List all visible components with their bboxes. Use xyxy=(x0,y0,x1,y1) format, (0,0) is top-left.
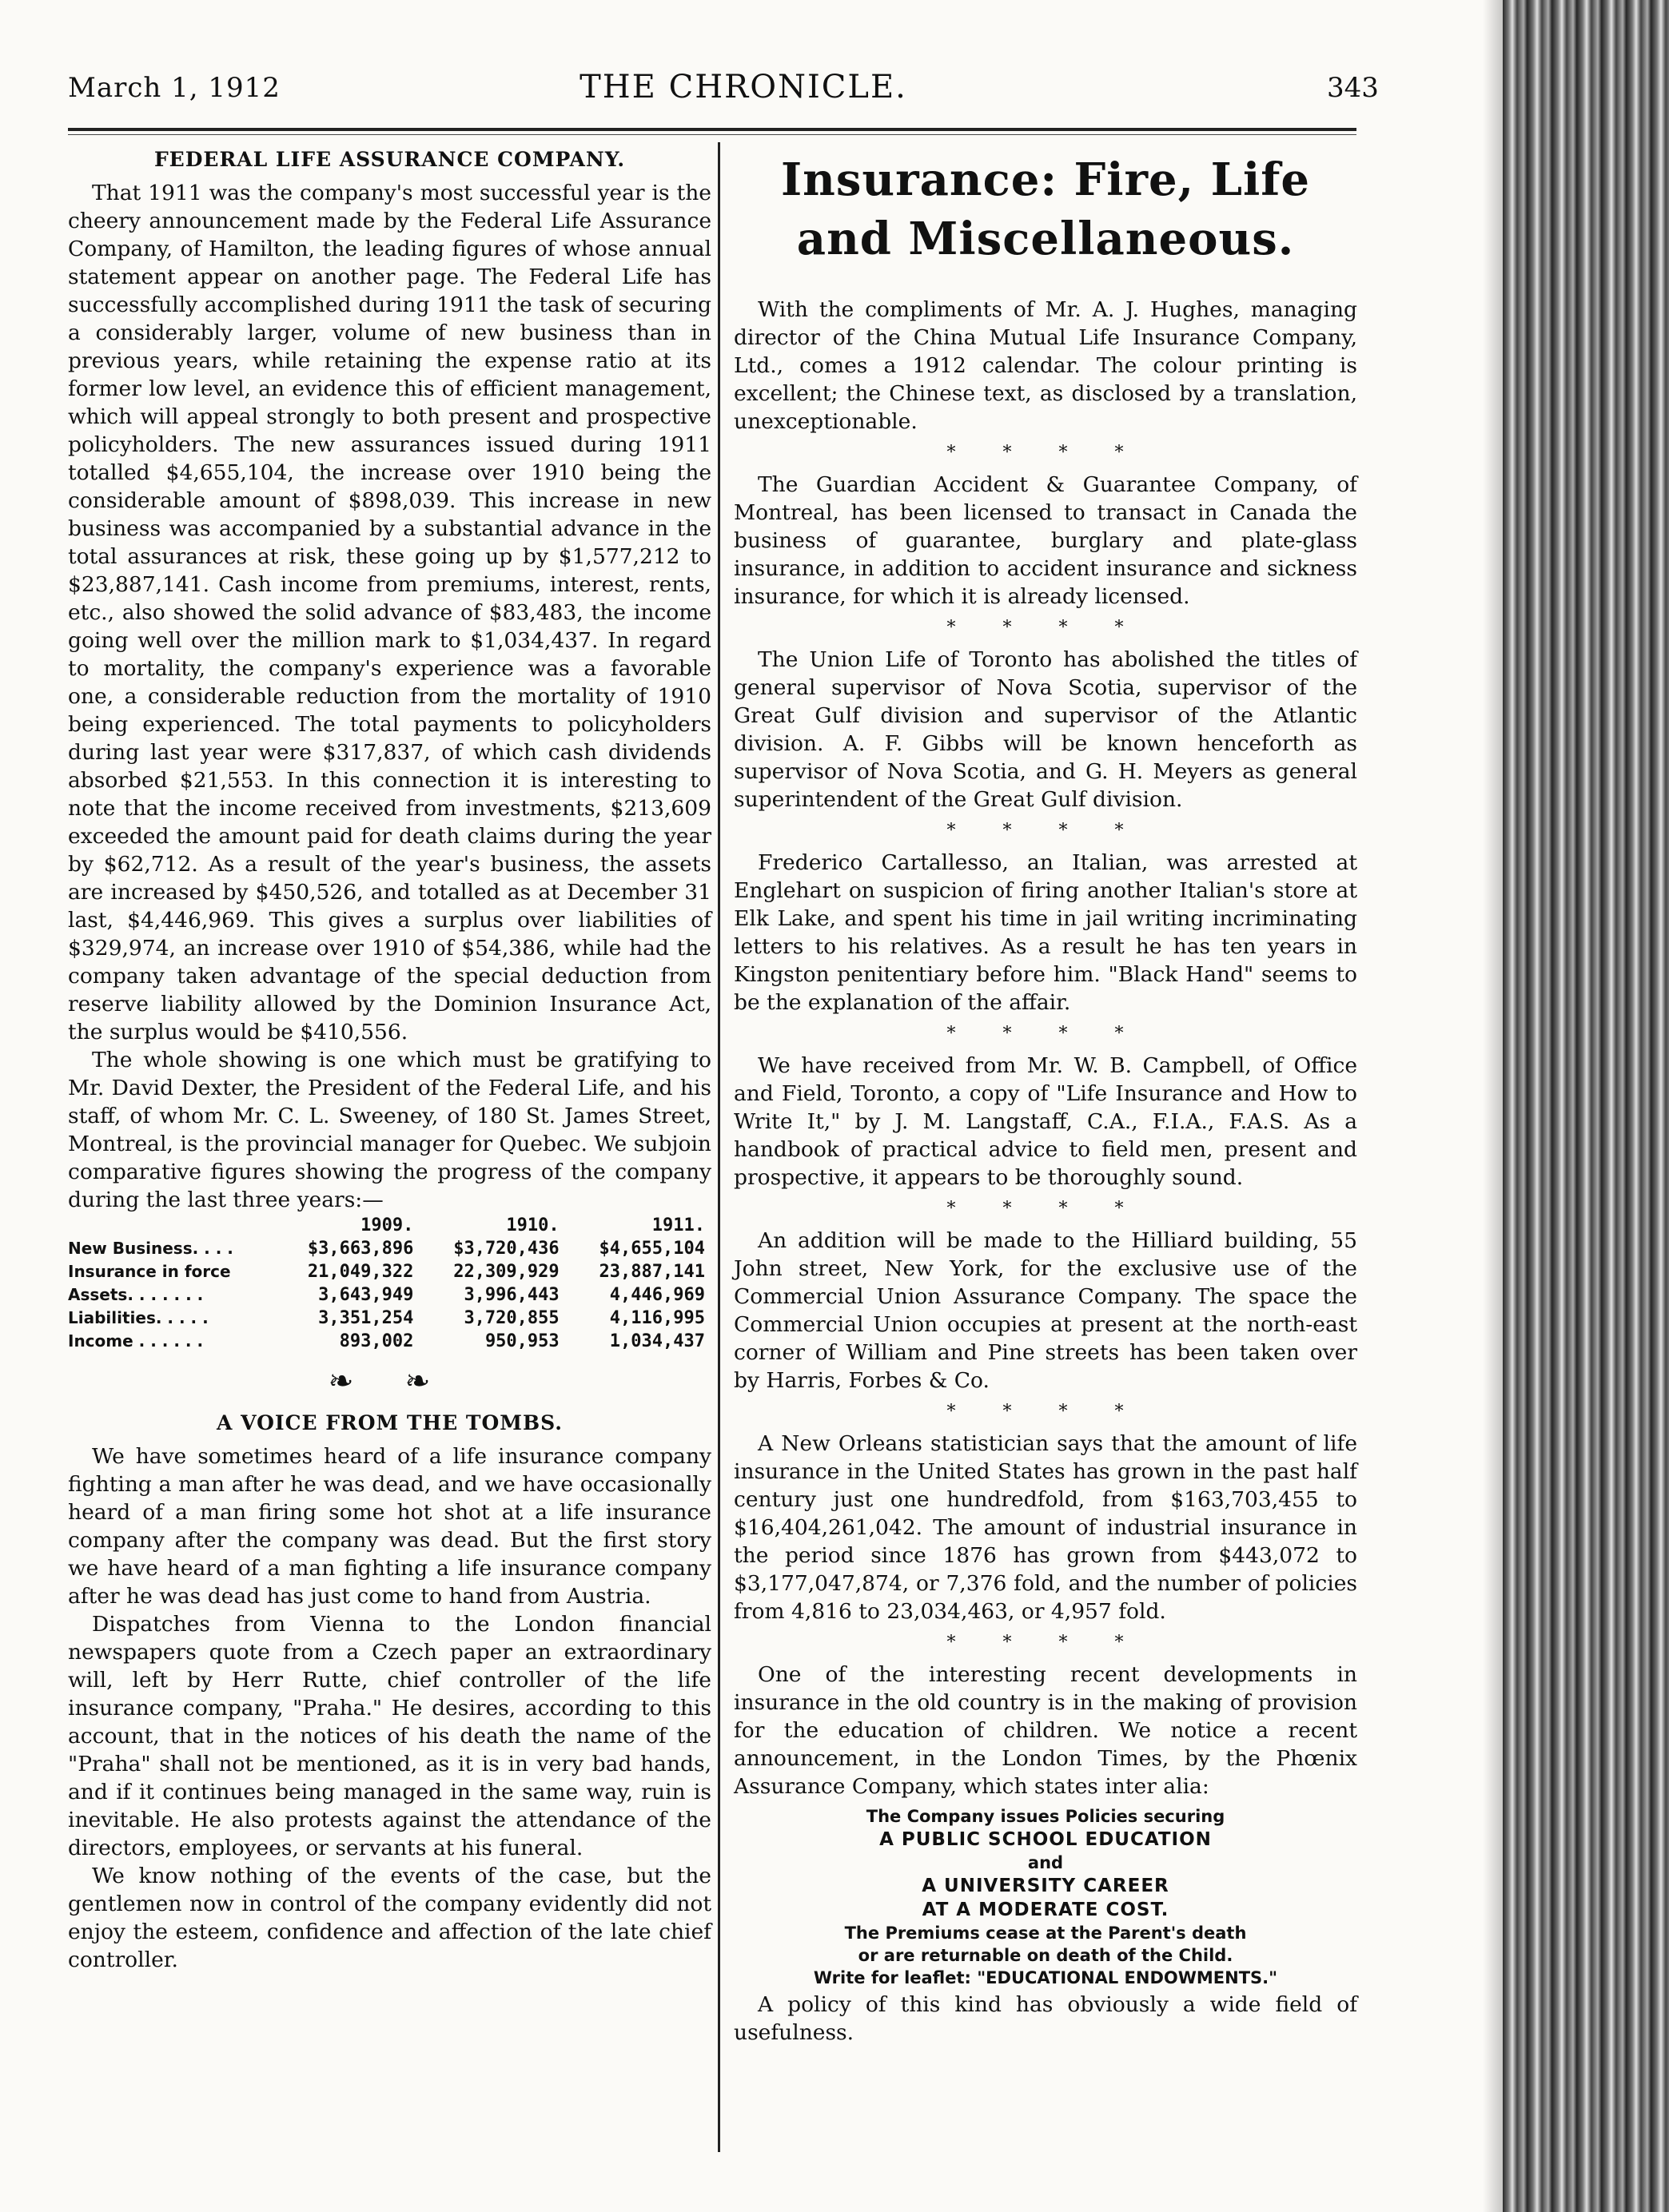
notice-line: and xyxy=(1027,1853,1064,1872)
news-item-china-mutual: With the compliments of Mr. A. J. Hughes, managing director of the China Mutual Life Insurance Company, Ltd., comes a 1912 calendar. The colour printing is excellent; the Chinese text, as disclosed by a translation, unexceptionable. xyxy=(734,297,1357,434)
left-column xyxy=(68,145,711,1974)
news-item-hilliard-building: An addition will be made to the Hilliard building, 55 John street, New York, for the exclusive use of the Commercial Union Assurance Company. The space the Commercial Union occupies at present at the north-east corner of William and Pine streets has been taken over by Harris, Forbes & Co. xyxy=(734,1228,1357,1393)
header-date: March 1, 1912 xyxy=(68,72,281,104)
voice-from-tombs-heading: A VOICE FROM THE TOMBS. xyxy=(217,1411,563,1434)
table-cell: 893,002 xyxy=(339,1331,414,1351)
separator-stars: * * * * xyxy=(946,1024,1145,1044)
table-cell: 4,446,969 xyxy=(609,1285,705,1305)
table-row xyxy=(68,1260,711,1283)
book-binding-edge xyxy=(1503,0,1669,2212)
separator-stars: * * * * xyxy=(946,618,1145,638)
table-cell: $4,655,104 xyxy=(599,1239,705,1259)
notice-line: The Premiums cease at the Parent's death xyxy=(844,1924,1247,1943)
table-cell: 21,049,322 xyxy=(307,1262,414,1282)
news-item-campbell: We have received from Mr. W. B. Campbell, of Office and Field, Toronto, a copy of "Life Insurance and How to Write It," by J. M. Langstaff, C.A., F.I.A., F.A.S. As a handbook of practical advice to field men, present and prospective, it appears to be thoroughly sound. xyxy=(734,1053,1357,1190)
table-cell: 4,116,995 xyxy=(609,1308,705,1328)
header-rule-thin xyxy=(68,134,1356,135)
notice-line: AT A MODERATE COST. xyxy=(922,1900,1169,1920)
table-row xyxy=(68,1330,711,1353)
news-item-usefulness: A policy of this kind has obviously a wide field of usefulness. xyxy=(734,1992,1357,2045)
federal-life-heading: FEDERAL LIFE ASSURANCE COMPANY. xyxy=(153,148,626,171)
separator-stars: * * * * xyxy=(946,443,1145,463)
table-row xyxy=(68,1283,711,1307)
table-cell: $3,720,436 xyxy=(453,1239,560,1259)
notice-line: or are returnable on death of the Child. xyxy=(858,1946,1233,1965)
year-1909: 1909. xyxy=(360,1215,414,1235)
notice-line: Write for leaflet: "EDUCATIONAL ENDOWMENTS." xyxy=(813,1968,1278,1987)
table-cell: 950,953 xyxy=(484,1331,560,1351)
voice-paragraph-1: We have sometimes heard of a life insurance company fighting a man after he was dead, and we have occasionally heard of a man firing some hot shot at a life insurance company after the company was dead. But the first story we have heard of a man fighting a life insurance company after he was dead has just come to hand from Austria. xyxy=(68,1444,711,1609)
phoenix-advertisement xyxy=(734,1805,1357,1989)
voice-paragraph-3: We know nothing of the events of the case, but the gentlemen now in control of the company evidently did not enjoy the esteem, confidence and affection of the late chief controller. xyxy=(68,1864,711,1972)
right-column xyxy=(734,145,1357,2047)
notice-line: The Company issues Policies securing xyxy=(866,1807,1225,1826)
news-item-union-life: The Union Life of Toronto has abolished the titles of general supervisor of Nova Scotia, supervisor of the Great Gulf division and supervisor of the Atlantic division. A. F. Gibbs will be known henceforth as supervisor of Nova Scotia, and G. H. Meyers as general superintendent of the Great Gulf division. xyxy=(734,647,1357,812)
row-label: Insurance in force xyxy=(68,1262,231,1281)
table-cell: 1,034,437 xyxy=(609,1331,705,1351)
voice-paragraph-2: Dispatches from Vienna to the London financial newspapers quote from a Czech paper an extraordinary will, left by Herr Rutte, chief controller of the life insurance company, "Praha." He desires, according to this account, that in the notices of his death the name of the "Praha" shall not be mentioned, as it is in very bad hands, and if it continues being managed in the same way, ruin is inevitable. He also protests against the attendance of the directors, employees, or servants at his funeral. xyxy=(68,1612,711,1860)
separator-stars: * * * * xyxy=(946,1199,1145,1219)
row-label: Liabilities. . . . . xyxy=(68,1308,209,1327)
table-cell: 23,887,141 xyxy=(599,1262,705,1282)
federal-life-paragraph-2: The whole showing is one which must be gratifying to Mr. David Dexter, the President of the Federal Life, and his staff, of whom Mr. C. L. Sweeney, of 180 St. James Street, Montreal, is the provincial manager for Quebec. We subjoin comparative figures showing the progress of the company during the last three years:— xyxy=(68,1048,711,1212)
table-cell: $3,663,896 xyxy=(307,1239,414,1259)
federal-life-paragraph-1: That 1911 was the company's most successful year is the cheery announcement made by the Federal Life Assurance Company, of Hamilton, the leading figures of whose annual statement appear on another page. The Federal Life has successfully accomplished during 1911 the task of securing a considerably larger, volume of new business than in previous years, while retaining the expense ratio at its former low level, an evidence this of efficient management, which will appeal strongly to both present and prospective policyholders. The new assurances issued during 1911 totalled $4,655,104, the increase over 1910 being the considerable amount of $898,039. This increase in new business was accompanied by a substantial advance in the total assurances at risk, these going up by $1,577,212 to $23,887,141. Cash income from premiums, interest, rents, etc., also showed the solid advance of $83,483, the income going well over the million mark to $1,034,437. In regard to mortality, the company's experience was a favorable one, a considerable reduction from the mortality of 1910 being experienced. The total payments to policyholders during last year were $317,837, of which cash dividends absorbed $21,553. In this connection it is interesting to note that the income received from investments, $213,609 exceeded the amount paid for death claims during the year by $62,712. As a result of the year's business, the assets are increased by $450,526, and totalled as at December 31 last, $4,446,969. This gives a surplus over liabilities of $329,974, an increase over 1910 of $54,386, while had the company taken advantage of the special deduction from reserve liability allowed by the Dominion Insurance Act, the surplus would be $410,556. xyxy=(68,181,711,1044)
header-title: THE CHRONICLE. xyxy=(580,69,907,105)
table-row xyxy=(68,1237,711,1260)
news-item-new-orleans: A New Orleans statistician says that the amount of life insurance in the United States has grown in the past half century just one hundredfold, from $163,703,455 to $16,404,261,042. The amount of industrial insurance in the period since 1876 has grown from $443,072 to $3,177,047,874, or 7,376 fold, and the number of policies from 4,816 to 23,034,463, or 4,957 fold. xyxy=(734,1431,1357,1624)
year-1910: 1910. xyxy=(506,1215,560,1235)
news-item-guardian-accident: The Guardian Accident & Guarantee Company, of Montreal, has been licensed to transact in Canada the business of guarantee, burglary and plate-glass insurance, in addition to accident insurance and sickness insurance, for which it is already licensed. xyxy=(734,472,1357,609)
separator-stars: * * * * xyxy=(946,821,1145,841)
separator-stars: * * * * xyxy=(946,1402,1145,1422)
table-row xyxy=(68,1307,711,1330)
separator-stars: * * * * xyxy=(946,1633,1145,1653)
column-divider xyxy=(718,142,720,2152)
header-page-number: 343 xyxy=(1327,72,1379,104)
row-label: New Business. . . . xyxy=(68,1239,233,1258)
table-cell: 3,996,443 xyxy=(464,1285,560,1305)
table-header-row xyxy=(68,1214,711,1237)
notice-line: A PUBLIC SCHOOL EDUCATION xyxy=(879,1829,1212,1850)
row-label: Income . . . . . . xyxy=(68,1331,204,1351)
table-cell: 3,720,855 xyxy=(464,1308,560,1328)
notice-line: A UNIVERSITY CAREER xyxy=(922,1876,1169,1896)
table-cell: 3,643,949 xyxy=(318,1285,414,1305)
news-item-education: One of the interesting recent developments in insurance in the old country is in the making of provision for the education of children. We notice a recent announcement, in the London Times, by the Phœnix Assurance Company, which states inter alia: xyxy=(734,1662,1357,1799)
fleuron-ornament-icon: ❧ ❧ xyxy=(328,1363,452,1398)
page-header xyxy=(0,69,1487,120)
table-cell: 3,351,254 xyxy=(318,1308,414,1328)
table-cell: 22,309,929 xyxy=(453,1262,560,1282)
news-item-cartallesso: Frederico Cartallesso, an Italian, was arrested at Englehart on suspicion of firing another Italian's store at Elk Lake, and spent his time in jail writing incriminating letters to his relatives. As a result he has ten years in Kingston penitentiary before him. "Black Hand" seems to be the explanation of the affair. xyxy=(734,850,1357,1015)
row-label: Assets. . . . . . . xyxy=(68,1285,204,1304)
year-1911: 1911. xyxy=(651,1215,705,1235)
insurance-masthead: Insurance: Fire, Life and Miscellaneous. xyxy=(780,153,1311,265)
comparative-figures-table xyxy=(68,1214,711,1353)
header-rule xyxy=(68,128,1356,131)
